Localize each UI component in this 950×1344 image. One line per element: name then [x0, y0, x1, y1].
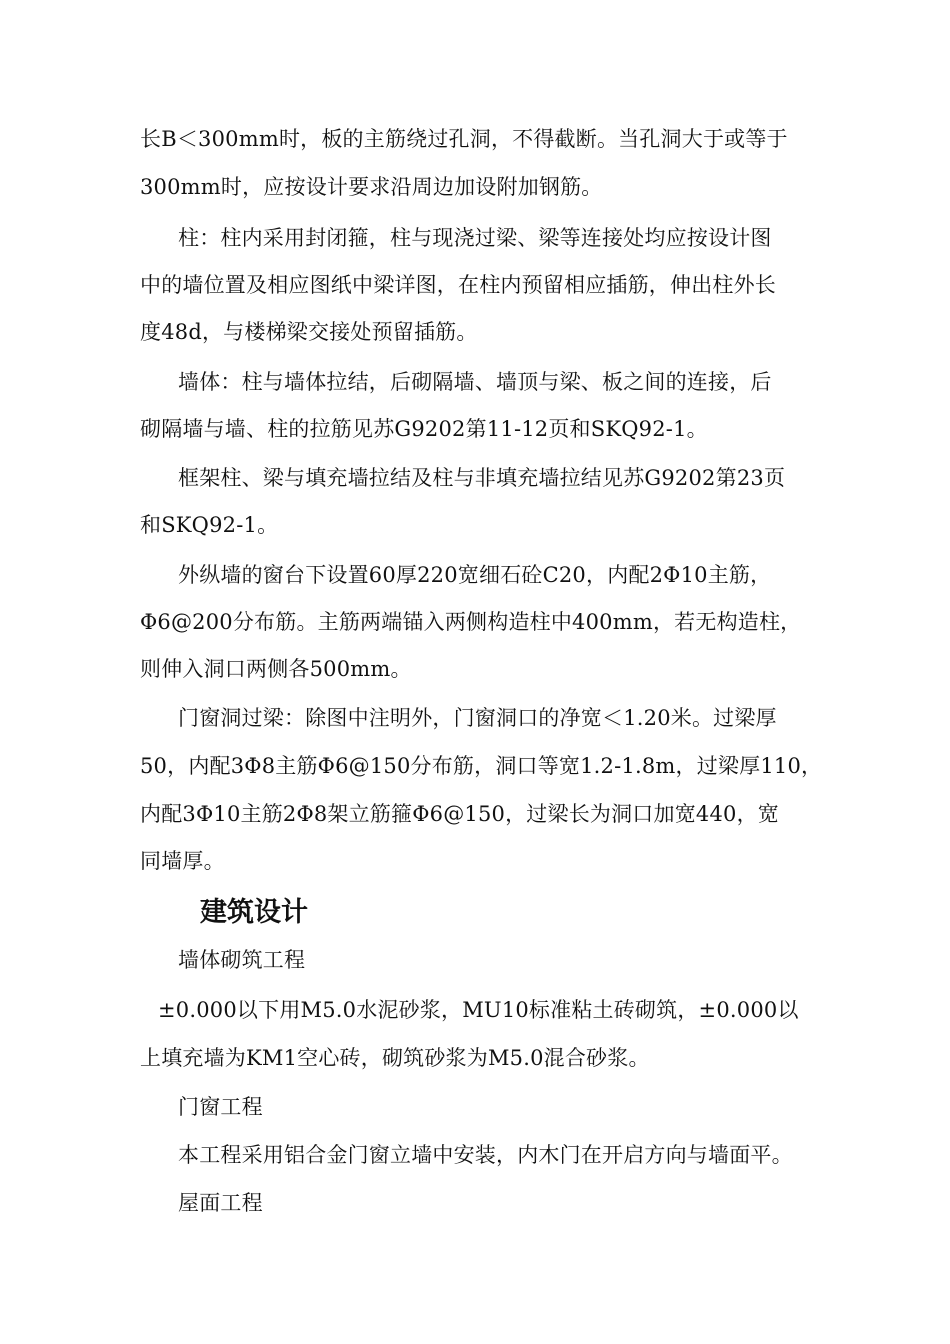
text-line: 本工程采用铝合金门窗立墙中安装，内木门在开启方向与墙面平。: [178, 1143, 793, 1167]
text-line: 则伸入洞口两侧各500mm。: [140, 657, 412, 681]
text-line: 门窗工程: [178, 1095, 263, 1119]
text-line: 墙体砌筑工程: [178, 948, 306, 972]
text-line: 墙体：柱与墙体拉结，后砌隔墙、墙顶与梁、板之间的连接，后: [178, 370, 772, 394]
text-line: 内配3Φ10主筋2Φ8架立筋箍Φ6@150，过梁长为洞口加宽440，宽: [140, 802, 779, 826]
text-line: 屋面工程: [178, 1191, 263, 1215]
text-line: 框架柱、梁与填充墙拉结及柱与非填充墙拉结见苏G9202第23页: [178, 466, 786, 490]
text-line: 门窗洞过梁：除图中注明外，门窗洞口的净宽＜1.20米。过梁厚: [178, 706, 777, 730]
text-line: 同墙厚。: [140, 849, 225, 873]
section-heading: 建筑设计: [200, 897, 308, 928]
text-line: 砌隔墙与墙、柱的拉筋见苏G9202第11-12页和SKQ92-1。: [140, 417, 708, 441]
text-line: 上填充墙为KM1空心砖，砌筑砂浆为M5.0混合砂浆。: [140, 1046, 650, 1070]
text-line: 中的墙位置及相应图纸中梁详图，在柱内预留相应插筋，伸出柱外长: [140, 273, 776, 297]
text-line: 和SKQ92-1。: [140, 513, 279, 537]
text-line: 长B＜300mm时，板的主筋绕过孔洞，不得截断。当孔洞大于或等于: [140, 127, 788, 151]
text-line: 柱：柱内采用封闭箍，柱与现浇过梁、梁等连接处均应按设计图: [178, 226, 772, 250]
text-line: 外纵墙的窗台下设置60厚220宽细石砼C20，内配2Φ10主筋，: [178, 563, 772, 587]
text-line: 300mm时，应按设计要求沿周边加设附加钢筋。: [140, 175, 603, 199]
text-line: ±0.000以下用M5.0水泥砂浆，MU10标准粘土砖砌筑，±0.000以: [158, 998, 799, 1022]
text-line: 度48d，与楼梯梁交接处预留插筋。: [140, 320, 478, 344]
text-line: 50，内配3Φ8主筋Φ6@150分布筋，洞口等宽1.2-1.8m，过梁厚110，: [140, 754, 823, 778]
text-line: Φ6@200分布筋。主筋两端锚入两侧构造柱中400mm，若无构造柱，: [140, 610, 802, 634]
